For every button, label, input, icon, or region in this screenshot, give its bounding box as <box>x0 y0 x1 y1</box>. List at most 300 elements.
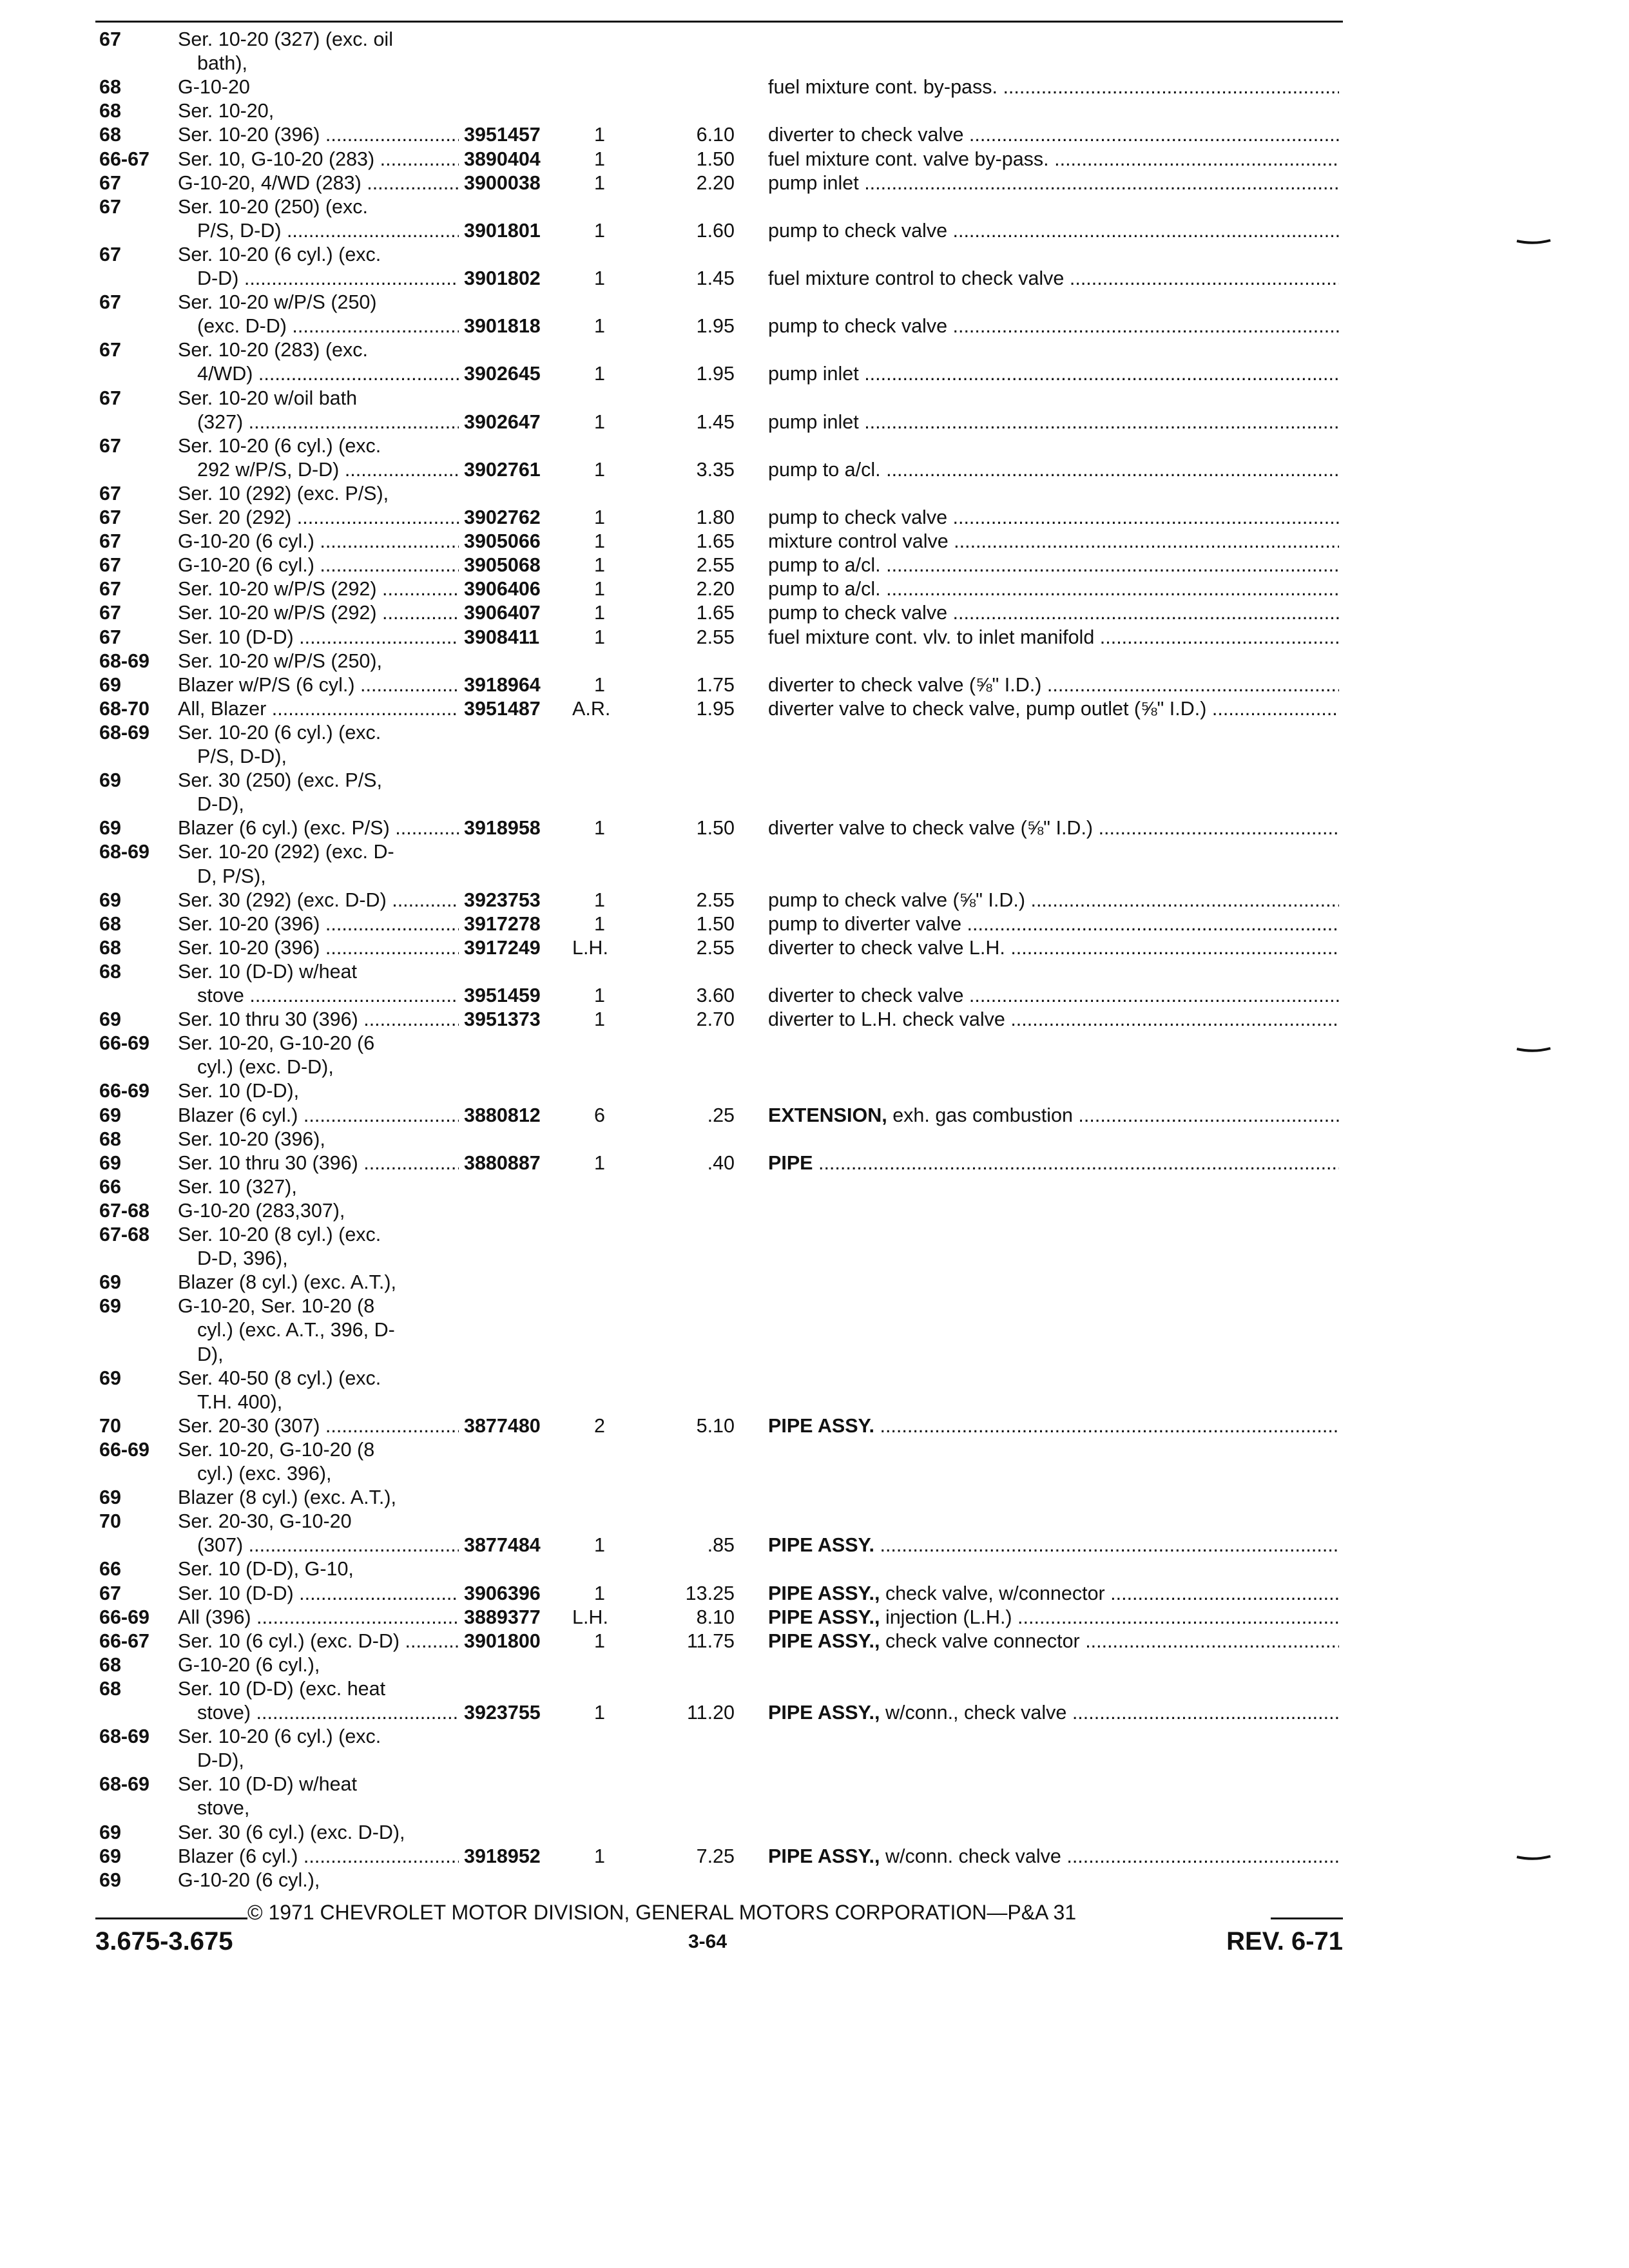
part-number: 3906406 <box>464 578 541 601</box>
price: 1.75 <box>696 673 735 696</box>
application-description: Ser. 10-20, G-10-20 (6 <box>178 1032 375 1055</box>
price: 1.65 <box>696 602 735 624</box>
application-description: 292 w/P/S, D-D) ..... <box>197 458 459 482</box>
parts-row <box>0 1510 1629 1533</box>
part-name <box>768 1845 1339 1869</box>
parts-row <box>0 1462 1629 1486</box>
part-name-detail: injection (L.H.) <box>880 1606 1012 1628</box>
part-number: 3877480 <box>464 1414 541 1437</box>
model-years: 66-69 <box>99 1032 150 1055</box>
price: 2.20 <box>696 578 735 601</box>
model-years: 68-70 <box>99 697 150 720</box>
price: 1.50 <box>696 148 735 170</box>
part-name-bold: PIPE ASSY., <box>768 1582 880 1604</box>
parts-row <box>0 1653 1629 1677</box>
part-name <box>768 123 1339 147</box>
parts-row <box>0 1390 1629 1414</box>
part-number: 3905068 <box>464 554 541 577</box>
model-years: 67 <box>99 339 121 361</box>
application-description: Ser. 10 (D-D), <box>178 1080 300 1102</box>
parts-row <box>0 1557 1629 1581</box>
model-years: 66-69 <box>99 1438 150 1461</box>
quantity: 1 <box>594 124 605 146</box>
part-number: 3917278 <box>464 912 541 935</box>
model-years: 68 <box>99 936 121 959</box>
application-description: D, P/S), <box>197 865 266 887</box>
footer-rule <box>1271 1917 1343 1919</box>
parts-row <box>0 219 1629 243</box>
parts-row <box>0 1486 1629 1510</box>
part-name-detail: fuel mixture control to check valve <box>768 267 1065 289</box>
application-description: bath), <box>197 52 247 75</box>
application-description: All, Blazer ..... <box>178 697 459 721</box>
parts-row <box>0 1055 1629 1079</box>
part-name <box>768 530 1339 553</box>
quantity: 6 <box>594 1104 605 1126</box>
application-description: Ser. 10 thru 30 (396) ..... <box>178 1151 459 1175</box>
parts-row <box>0 1414 1629 1438</box>
model-years: 69 <box>99 1295 121 1318</box>
part-number: 3951373 <box>464 1008 541 1031</box>
parts-row <box>0 1367 1629 1390</box>
model-years: 67 <box>99 554 121 577</box>
quantity: 1 <box>594 219 605 242</box>
part-number: 3902761 <box>464 458 541 481</box>
part-name-detail: mixture control valve <box>768 530 949 553</box>
parts-row <box>0 458 1629 482</box>
margin-mark <box>1516 1047 1552 1052</box>
application-description: G-10-20 <box>178 76 250 99</box>
part-name-bold: PIPE ASSY., <box>768 1629 880 1652</box>
part-number: 3918958 <box>464 817 541 840</box>
model-years: 67 <box>99 530 121 553</box>
application-description: Ser. 10-20 (396) ..... <box>178 936 459 960</box>
part-number: 3901818 <box>464 315 541 338</box>
part-name-bold: PIPE ASSY., <box>768 1702 880 1724</box>
application-description: Ser. 10 (327), <box>178 1175 297 1198</box>
part-name-bold: PIPE ASSY., <box>768 1606 880 1628</box>
part-name <box>768 1533 1339 1557</box>
part-name-detail: pump to check valve <box>768 219 948 242</box>
price: 1.45 <box>696 410 735 433</box>
model-years: 68-69 <box>99 1773 150 1796</box>
model-years: 67 <box>99 434 121 457</box>
part-name-detail: pump inlet <box>768 171 859 194</box>
model-years: 68 <box>99 1128 121 1150</box>
application-description: Ser. 10-20, G-10-20 (8 <box>178 1438 375 1461</box>
price: 2.20 <box>696 171 735 194</box>
price: 1.65 <box>696 530 735 553</box>
application-description: Ser. 20 (292) ..... <box>178 506 459 530</box>
application-description: cyl.) (exc. D-D), <box>197 1056 334 1079</box>
part-name <box>768 1104 1339 1128</box>
model-years: 69 <box>99 817 121 840</box>
part-name <box>768 984 1339 1008</box>
parts-row <box>0 171 1629 195</box>
parts-row <box>0 553 1629 577</box>
part-name <box>768 410 1339 434</box>
parts-row <box>0 1199 1629 1223</box>
application-description: Ser. 40-50 (8 cyl.) (exc. <box>178 1367 381 1389</box>
part-name <box>768 1414 1339 1438</box>
part-name-detail: diverter to check valve L.H. <box>768 936 1005 959</box>
margin-mark <box>1516 239 1552 244</box>
application-description: Ser. 10-20 (396) ..... <box>178 123 459 147</box>
parts-row <box>0 1318 1629 1342</box>
part-name-detail: fuel mixture cont. valve by-pass. <box>768 148 1049 170</box>
parts-row <box>0 1773 1629 1796</box>
parts-row <box>0 99 1629 123</box>
quantity: 1 <box>594 1582 605 1604</box>
model-years: 67 <box>99 28 121 50</box>
price: 1.95 <box>696 697 735 720</box>
footer-rule <box>95 1917 247 1919</box>
parts-row <box>0 195 1629 219</box>
price: 1.45 <box>696 267 735 289</box>
application-description: Ser. 10-20 (327) (exc. oil <box>178 28 393 50</box>
application-description: stove ..... <box>197 984 459 1008</box>
price: .85 <box>707 1534 735 1557</box>
application-description: D-D, 396), <box>197 1247 288 1270</box>
parts-row <box>0 1438 1629 1462</box>
parts-row <box>0 1343 1629 1367</box>
parts-row <box>0 1749 1629 1773</box>
parts-row <box>0 816 1629 840</box>
application-description: Ser. 10-20 w/oil bath <box>178 387 358 409</box>
model-years: 66-67 <box>99 1629 150 1652</box>
application-description: (307) ..... <box>197 1533 459 1557</box>
parts-row <box>0 52 1629 75</box>
application-description: G-10-20 (6 cyl.) ..... <box>178 553 459 577</box>
parts-row <box>0 1845 1629 1869</box>
parts-row <box>0 28 1629 52</box>
model-years: 69 <box>99 769 121 792</box>
quantity: 1 <box>594 1534 605 1557</box>
part-name <box>768 219 1339 243</box>
part-name-detail: w/conn., check valve <box>880 1702 1067 1724</box>
application-description: cyl.) (exc. 396), <box>197 1463 332 1485</box>
application-description: Ser. 10 (D-D), G-10, <box>178 1558 354 1581</box>
application-description: Ser. 10-20 w/P/S (292) ..... <box>178 577 459 601</box>
parts-row <box>0 387 1629 410</box>
quantity: 1 <box>594 912 605 935</box>
part-name-detail: pump to a/cl. <box>768 458 881 481</box>
application-description: Ser. 10-20, <box>178 100 275 122</box>
price: 1.50 <box>696 817 735 840</box>
model-years: 68 <box>99 1653 121 1676</box>
price: 7.25 <box>696 1845 735 1867</box>
application-description: D-D), <box>197 793 244 816</box>
part-name-detail: fuel mixture cont. by-pass. <box>768 76 998 99</box>
model-years: 66-69 <box>99 1080 150 1102</box>
application-description: Ser. 10 (292) (exc. P/S), <box>178 482 389 505</box>
quantity: 2 <box>594 1414 605 1437</box>
quantity: 1 <box>594 1629 605 1652</box>
part-name <box>768 267 1339 291</box>
quantity: 1 <box>594 985 605 1006</box>
parts-row <box>0 1079 1629 1103</box>
part-name-detail: diverter valve to check valve (⅝" I.D.) <box>768 817 1094 840</box>
part-name-detail: diverter to L.H. check valve <box>768 1008 1005 1031</box>
parts-row <box>0 1533 1629 1557</box>
quantity: 1 <box>594 315 605 338</box>
parts-row <box>0 840 1629 864</box>
parts-row <box>0 1008 1629 1032</box>
part-name <box>768 1151 1339 1175</box>
application-description: Ser. 10-20 (396) ..... <box>178 912 459 936</box>
margin-mark <box>1516 1855 1552 1860</box>
parts-row <box>0 506 1629 530</box>
part-name-detail: pump inlet <box>768 363 859 385</box>
part-name <box>768 816 1339 840</box>
application-description: D-D), <box>197 1749 244 1772</box>
part-number: 3889377 <box>464 1606 541 1628</box>
parts-row <box>0 338 1629 362</box>
parts-row <box>0 912 1629 936</box>
parts-row <box>0 75 1629 99</box>
price: 6.10 <box>696 124 735 146</box>
application-description: (exc. D-D) ..... <box>197 314 459 338</box>
model-years: 66 <box>99 1175 121 1198</box>
part-number: 3951487 <box>464 697 541 720</box>
part-number: 3917249 <box>464 936 541 959</box>
model-years: 68-69 <box>99 649 150 672</box>
application-description: Ser. 10-20 (6 cyl.) (exc. <box>178 243 381 265</box>
application-description: Blazer (8 cyl.) (exc. A.T.), <box>178 1271 396 1294</box>
parts-row <box>0 673 1629 697</box>
model-years: 69 <box>99 673 121 696</box>
part-name <box>768 458 1339 482</box>
parts-row <box>0 1032 1629 1055</box>
parts-row <box>0 267 1629 291</box>
part-number: 3908411 <box>464 626 540 648</box>
part-number: 3900038 <box>464 171 541 194</box>
quantity: 1 <box>594 267 605 289</box>
parts-row <box>0 1294 1629 1318</box>
part-number: 3918952 <box>464 1845 541 1867</box>
part-number: 3923755 <box>464 1702 541 1724</box>
quantity: 1 <box>594 171 605 194</box>
application-description: 4/WD) ..... <box>197 362 459 386</box>
price: 11.75 <box>686 1629 735 1652</box>
parts-row <box>0 577 1629 601</box>
model-years: 66 <box>99 1558 121 1581</box>
model-years: 70 <box>99 1510 121 1533</box>
quantity: 1 <box>594 410 605 433</box>
application-description: P/S, D-D) ..... <box>197 219 459 243</box>
page-range: 3.675-3.675 <box>95 1927 233 1956</box>
application-description: G-10-20 (6 cyl.), <box>178 1869 320 1891</box>
parts-row <box>0 123 1629 147</box>
parts-row <box>0 362 1629 386</box>
model-years: 69 <box>99 1104 121 1126</box>
part-name <box>768 171 1339 195</box>
parts-row <box>0 1223 1629 1247</box>
top-rule <box>95 21 1343 23</box>
parts-row <box>0 1606 1629 1629</box>
application-description: Ser. 20-30, G-10-20 <box>178 1510 352 1533</box>
part-number: 3923753 <box>464 889 541 911</box>
parts-row <box>0 745 1629 769</box>
quantity: L.H. <box>572 936 608 959</box>
price: 2.55 <box>696 554 735 577</box>
parts-row <box>0 410 1629 434</box>
part-name-bold: PIPE ASSY. <box>768 1534 874 1557</box>
application-description: Ser. 10-20 (292) (exc. D- <box>178 841 394 863</box>
part-number: 3918964 <box>464 673 541 696</box>
model-years: 66-69 <box>99 1606 150 1628</box>
model-years: 68 <box>99 124 121 146</box>
application-description: Ser. 10-20 (6 cyl.) (exc. <box>178 1725 381 1748</box>
parts-row <box>0 148 1629 171</box>
parts-row <box>0 314 1629 338</box>
part-name <box>768 912 1339 936</box>
part-name <box>768 1629 1339 1653</box>
quantity: 1 <box>594 530 605 553</box>
price: 2.55 <box>696 936 735 959</box>
application-description: G-10-20 (283,307), <box>178 1199 345 1222</box>
price: 1.80 <box>696 506 735 528</box>
page-number: 3-64 <box>688 1931 728 1952</box>
quantity: 1 <box>594 1845 605 1867</box>
model-years: 68 <box>99 912 121 935</box>
parts-row <box>0 530 1629 553</box>
part-name-detail: diverter to check valve (⅝" I.D.) <box>768 673 1042 696</box>
application-description: Ser. 10-20 w/P/S (250), <box>178 649 383 672</box>
application-description: Ser. 10-20 (8 cyl.) (exc. <box>178 1224 381 1245</box>
application-description: Ser. 30 (6 cyl.) (exc. D-D), <box>178 1821 405 1843</box>
part-number: 3901801 <box>464 219 541 242</box>
parts-row <box>0 626 1629 649</box>
model-years: 67 <box>99 626 121 648</box>
parts-row <box>0 1247 1629 1271</box>
quantity: 1 <box>594 626 605 648</box>
part-name-detail: pump to a/cl. <box>768 578 881 601</box>
application-description: Ser. 10-20 w/P/S (292) ..... <box>178 601 459 625</box>
part-name <box>768 697 1339 721</box>
part-name-detail: pump inlet <box>768 410 859 433</box>
application-description: Blazer (6 cyl.) (exc. P/S) ..... <box>178 816 459 840</box>
quantity: 1 <box>594 506 605 528</box>
parts-row <box>0 1629 1629 1653</box>
model-years: 68-69 <box>99 721 150 744</box>
part-name <box>768 1008 1339 1032</box>
model-years: 68 <box>99 960 121 983</box>
part-name-bold: PIPE ASSY., <box>768 1845 880 1867</box>
model-years: 67 <box>99 195 121 218</box>
parts-row <box>0 1677 1629 1701</box>
parts-row <box>0 1128 1629 1151</box>
part-name-detail: pump to check valve <box>768 506 948 528</box>
parts-row <box>0 721 1629 745</box>
quantity: 1 <box>594 554 605 577</box>
part-number: 3902645 <box>464 363 541 385</box>
application-description: Ser. 10-20 (6 cyl.) (exc. <box>178 721 381 744</box>
price: 1.60 <box>696 219 735 242</box>
part-name-detail: diverter to check valve <box>768 985 964 1006</box>
application-description: Blazer (6 cyl.) ..... <box>178 1104 459 1128</box>
application-description: Ser. 10-20 w/P/S (250) <box>178 291 377 314</box>
model-years: 67 <box>99 171 121 194</box>
model-years: 69 <box>99 1821 121 1843</box>
part-name-detail: pump to check valve (⅝" I.D.) <box>768 889 1026 911</box>
application-description: Ser. 30 (250) (exc. P/S, <box>178 769 383 792</box>
model-years: 70 <box>99 1414 121 1437</box>
part-name-detail: diverter to check valve <box>768 124 964 146</box>
quantity: 1 <box>594 148 605 170</box>
application-description: Ser. 10-20 (250) (exc. <box>178 195 368 218</box>
part-name-detail: pump to a/cl. <box>768 554 881 577</box>
part-number: 3902647 <box>464 410 541 433</box>
part-name <box>768 601 1339 625</box>
model-years: 69 <box>99 1151 121 1174</box>
part-number: 3880812 <box>464 1104 541 1126</box>
price: 2.70 <box>696 1008 735 1031</box>
part-name-detail: fuel mixture cont. vlv. to inlet manifold <box>768 626 1095 648</box>
parts-row <box>0 1151 1629 1175</box>
parts-row <box>0 434 1629 458</box>
price: 3.60 <box>696 985 735 1006</box>
quantity: L.H. <box>572 1606 608 1628</box>
price: 5.10 <box>696 1414 735 1437</box>
quantity: 1 <box>594 578 605 601</box>
application-description: cyl.) (exc. A.T., 396, D- <box>197 1319 395 1341</box>
price: .40 <box>707 1151 735 1174</box>
application-description: stove) ..... <box>197 1701 459 1725</box>
part-name-detail: exh. gas combustion <box>887 1104 1073 1126</box>
application-description: Ser. 10 (D-D) ..... <box>178 1582 459 1606</box>
part-name <box>768 314 1339 338</box>
parts-row <box>0 1104 1629 1128</box>
parts-row <box>0 697 1629 721</box>
application-description: Blazer (6 cyl.) ..... <box>178 1845 459 1869</box>
parts-row <box>0 291 1629 314</box>
parts-row <box>0 889 1629 912</box>
model-years: 67 <box>99 482 121 505</box>
part-number: 3906407 <box>464 602 541 624</box>
part-number: 3906396 <box>464 1582 541 1604</box>
parts-row <box>0 1582 1629 1606</box>
price: 1.95 <box>696 315 735 338</box>
part-name <box>768 362 1339 386</box>
parts-row <box>0 865 1629 889</box>
quantity: 1 <box>594 1702 605 1724</box>
revision-label: REV. 6-71 <box>1226 1927 1343 1956</box>
quantity: 1 <box>594 602 605 624</box>
part-name <box>768 553 1339 577</box>
part-name-detail: pump to check valve <box>768 315 948 338</box>
model-years: 68 <box>99 100 121 122</box>
model-years: 69 <box>99 1486 121 1509</box>
part-name-detail: w/conn. check valve <box>880 1845 1061 1867</box>
part-name-detail: pump to check valve <box>768 602 948 624</box>
part-name <box>768 75 1339 99</box>
parts-row <box>0 793 1629 816</box>
parts-row <box>0 984 1629 1008</box>
application-description: Ser. 10 (D-D) ..... <box>178 626 459 649</box>
application-description: Ser. 10 (D-D) w/heat <box>178 1773 357 1796</box>
parts-row <box>0 649 1629 673</box>
model-years: 66-67 <box>99 148 150 170</box>
application-description: Blazer (8 cyl.) (exc. A.T.), <box>178 1486 396 1509</box>
quantity: 1 <box>594 1008 605 1031</box>
part-name-detail: check valve, w/connector <box>880 1582 1105 1604</box>
part-name <box>768 148 1339 171</box>
parts-row <box>0 1796 1629 1820</box>
part-number: 3901802 <box>464 267 541 289</box>
model-years: 67 <box>99 602 121 624</box>
part-number: 3890404 <box>464 148 541 170</box>
